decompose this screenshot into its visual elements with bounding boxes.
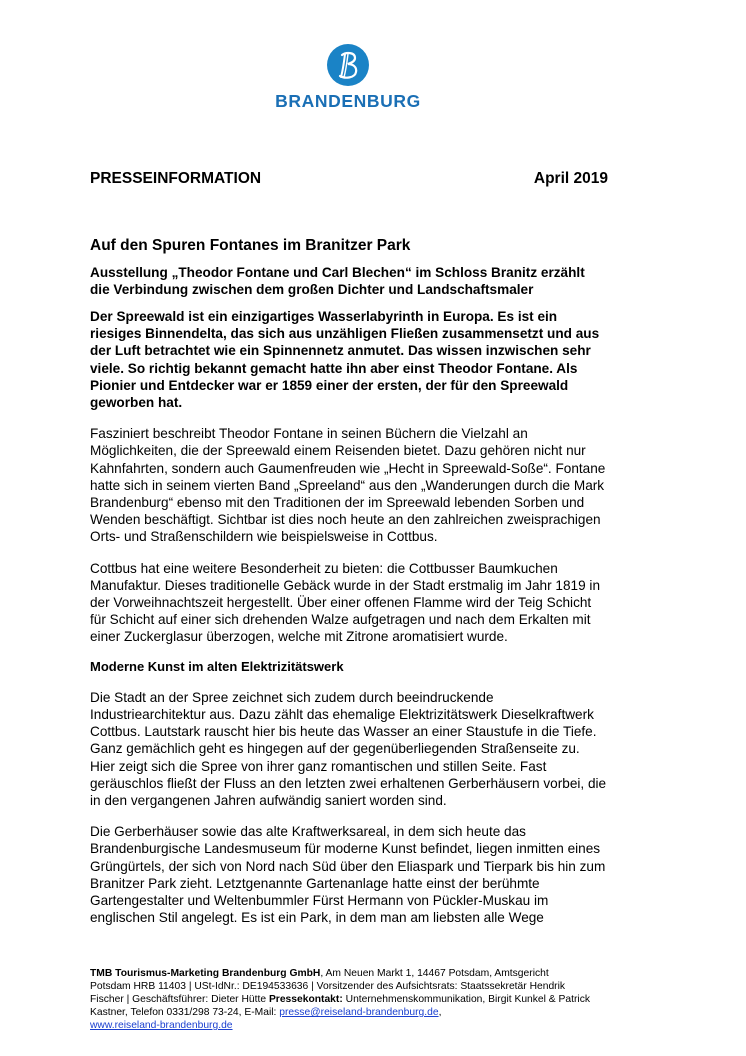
footer-separator: ,	[438, 1007, 442, 1018]
legal-footer	[90, 967, 590, 1032]
article-title: Auf den Spuren Fontanes im Branitzer Park	[90, 237, 411, 254]
paragraph: Cottbus hat eine weitere Besonderheit zu bieten: die Cottbusser Baumkuchen Manufaktur. Dieses traditionelle Gebäck wurde in der Stadt erstmalig im Jahr 1819 in der Vorweihnachtszeit hergestellt. Über einer offenen Flamme wird der Teig Schicht für Schicht auf einer sich drehenden Walze aufgetragen und nach dem Erkalten mit einer Zuckerglasur überzogen, welche mit Zitrone aromatisiert wurde.	[90, 560, 601, 645]
paragraph: Fasziniert beschreibt Theodor Fontane in seinen Büchern die Vielzahl an Möglichkeiten, die der Spreewald einem Reisenden bietet. Dazu gehören nicht nur Kahnfahrten, sondern auch Gaumenfreuden wie „Hecht in Spreewald-Soße“. Fontane hatte sich in seinem vierten Band „Spreeland“ aus den „Wanderungen durch die Mark Brandenburg“ ebenso mit den Traditionen der im Spreewald lebenden Sorben und Wenden beschäftigt. Sichtbar ist dies noch heute an den zahlreichen zweisprachigen Orts- und Straßenschildern wie beispielsweise in Cottbus.	[90, 426, 606, 545]
section-heading: Moderne Kunst im alten Elektrizitätswerk	[90, 658, 344, 674]
press-header	[90, 170, 608, 188]
brandenburg-b-logo-icon	[327, 44, 369, 86]
footer-contact-label: Pressekontakt:	[268, 994, 343, 1005]
logo-wordmark: BRANDENBURG	[275, 91, 421, 111]
paragraph: Die Stadt an der Spree zeichnet sich zudem durch beeindruckende Industriearchitektur aus. Dazu zählt das ehemalige Elektrizitätswerk Dieselkraftwerk Cottbus. Lautstark rauscht hier bis heute das Wasser an einer Staustufe in die Tiefe. Ganz gemächlich geht es hingegen auf der gegenüberliegenden Straßenseite zu. Hier zeigt sich die Spree von ihrer ganz romantischen und stillen Seite. Fast geräuschlos fließt der Fluss an den letzten zwei erhaltenen Gerberhäusern vorbei, die in den vergangenen Jahren aufwändig saniert worden sind.	[90, 689, 607, 809]
document-body	[90, 170, 608, 927]
footer-email-link[interactable]: presse@reiseland-brandenburg.de	[279, 1007, 439, 1018]
article-subtitle: Ausstellung „Theodor Fontane und Carl Blechen“ im Schloss Branitz erzählt die Verbindung zwischen dem großen Dichter und Landschaftsmaler	[90, 265, 585, 297]
press-date: April 2019	[533, 170, 608, 187]
press-label: PRESSEINFORMATION	[90, 170, 262, 187]
paragraph: Die Gerberhäuser sowie das alte Kraftwerksareal, in dem sich heute das Brandenburgische Landesmuseum für moderne Kunst befindet, liegen inmitten eines Grüngürtels, der sich von Nord nach Süd über den Eliaspark und Tierpark bis hin zum Branitzer Park zieht. Letztgenannte Gartenanlage hatte einst der berühmte Gartengestalter und Weltenbummler Fürst Hermann von Pückler-Muskau im englischen Stil angelegt. Es ist ein Park, in dem man am liebsten alle Wege	[90, 824, 606, 926]
article-lead: Der Spreewald ist ein einzigartiges Wasserlabyrinth in Europa. Es ist ein riesiges Binnendelta, das sich aus unzähligen Fließen zusammensetzt und aus der Luft betrachtet wie ein Spinnennetz anmutet. Das wissen inzwischen sehr viele. So richtig bekannt gemacht hatte ihn aber einst Theodor Fontane. Als Pionier und Entdecker war er 1859 einer der ersten, der für den Spreewald geworben hat.	[90, 309, 600, 411]
footer-company-details: , Am Neuen Markt 1, 14467 Potsdam, Amtsgericht Potsdam HRB 11403 | USt-IdNr.: DE194533636 | Vorsitzender des Aufsichtsrats: Staatssekretär Hendrik Fischer | Geschäftsführer: Dieter Hütte	[90, 968, 566, 1005]
footer-website-link[interactable]: www.reiseland-brandenburg.de	[90, 1020, 233, 1031]
footer-company: TMB Tourismus-Marketing Brandenburg GmbH	[90, 968, 321, 979]
brandenburg-logo	[268, 44, 428, 112]
footer-contact-details: Unternehmenskommunikation, Birgit Kunkel & Patrick Kastner, Telefon 0331/298 73-24, E-Mail:	[90, 994, 590, 1018]
